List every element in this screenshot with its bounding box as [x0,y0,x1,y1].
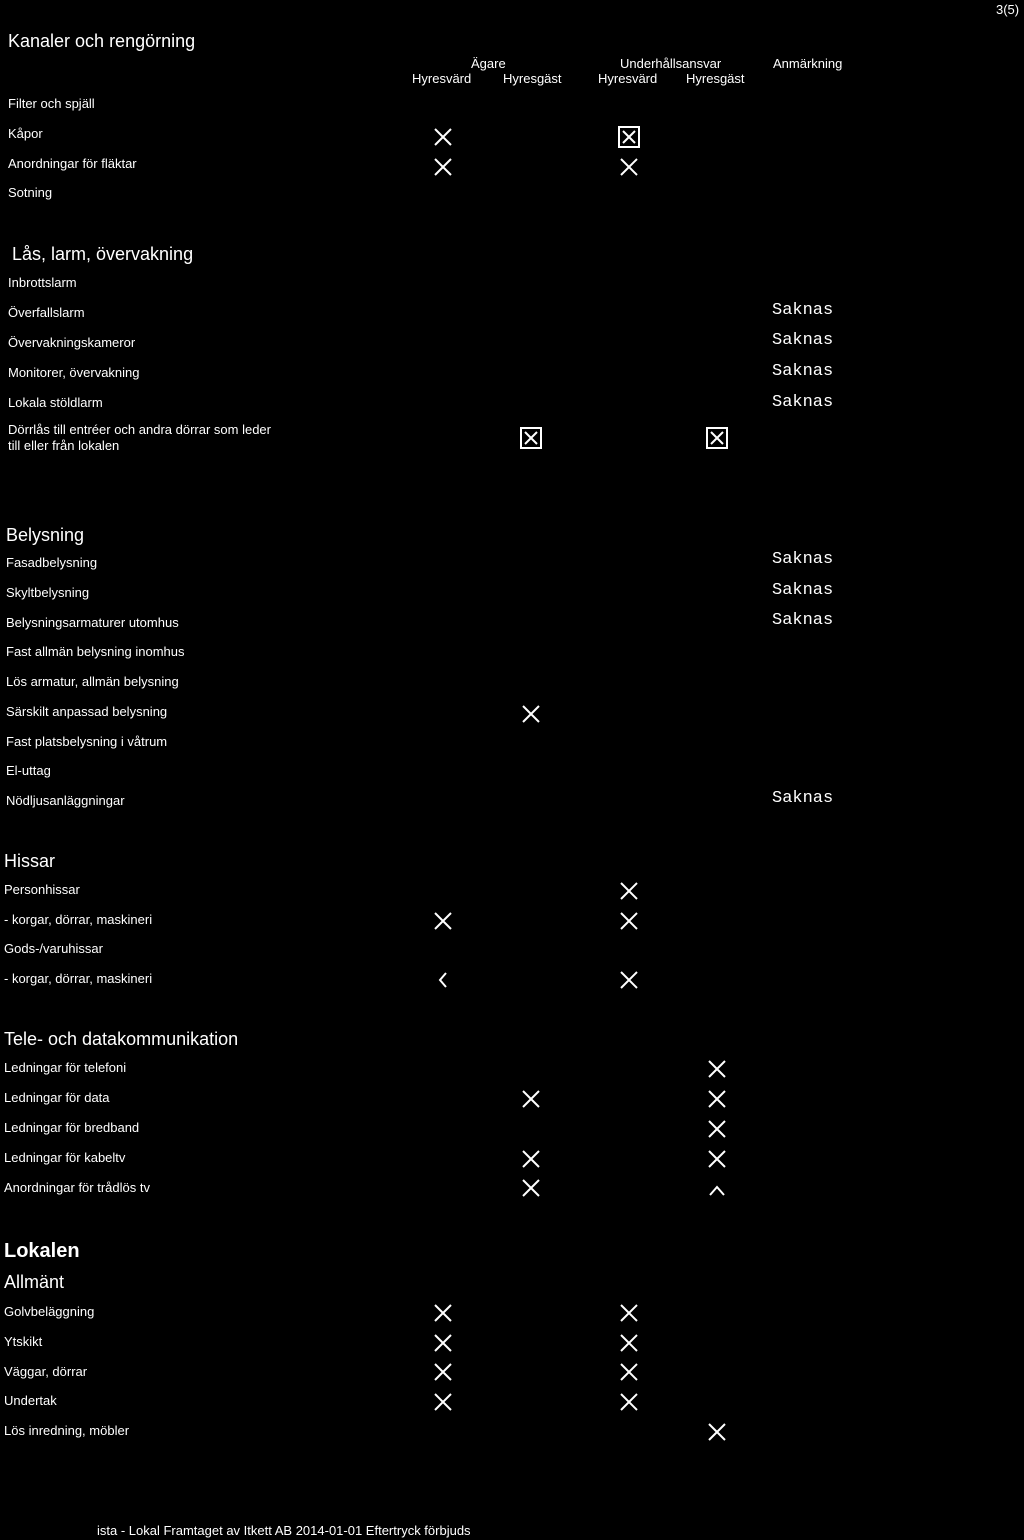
column-header-hyresgast: Hyresgäst [503,71,562,86]
row-label: - korgar, dörrar, maskineri [4,971,153,986]
cross-mark-icon [432,156,454,178]
footer-text: ista - Lokal Framtaget av Itkett AB 2014-01-01 Eftertryck förbjuds [97,1523,471,1538]
cross-mark-icon [618,1302,640,1324]
cross-mark-icon [432,1332,454,1354]
cross-mark-icon [706,1148,728,1170]
cross-mark-icon [432,1302,454,1324]
section-heading-tele-data: Tele- och datakommunikation [4,1029,239,1049]
checked-box-icon [520,427,542,449]
section-heading-lokalen: Lokalen [4,1240,80,1262]
row-label: Monitorer, övervakning [8,365,140,380]
row-label: Sotning [8,185,53,200]
row-label: El-uttag [6,763,51,778]
cross-mark-icon [618,910,640,932]
row-label: Personhissar [4,882,80,897]
cross-mark-icon [706,1088,728,1110]
row-label: Väggar, dörrar [4,1364,88,1379]
remark-saknas: Saknas [772,789,834,808]
remark-saknas: Saknas [772,611,834,630]
row-label: - korgar, dörrar, maskineri [4,912,153,927]
page-number: 3(5) [996,2,1020,17]
section-heading-allmant: Allmänt [4,1272,65,1292]
row-label: Nödljusanläggningar [6,793,125,808]
row-label: Ytskikt [4,1334,43,1349]
row-label: Belysningsarmaturer utomhus [6,615,179,630]
row-label: Lös inredning, möbler [4,1423,130,1438]
remark-saknas: Saknas [772,550,834,569]
row-label: Ledningar för data [4,1090,110,1105]
section-heading-hissar: Hissar [4,851,56,871]
column-header-hyresvard: Hyresvärd [412,71,472,86]
section-heading-kanaler: Kanaler och rengörning [8,31,196,51]
row-label: Golvbeläggning [4,1304,95,1319]
cross-mark-icon [618,1391,640,1413]
row-label: Ledningar för kabeltv [4,1150,126,1165]
row-label: Filter och spjäll [8,96,95,111]
section-heading-las-larm: Lås, larm, övervakning [12,244,194,264]
cross-mark-icon [618,969,640,991]
remark-saknas: Saknas [772,331,834,350]
row-label: Lös armatur, allmän belysning [6,674,179,689]
cross-mark-icon [618,156,640,178]
partial-cross-mark-icon [706,1177,728,1199]
column-header-agare: Ägare [471,56,506,71]
cross-mark-icon [520,1088,542,1110]
remark-saknas: Saknas [772,301,834,320]
cross-mark-icon [520,1177,542,1199]
cross-mark-icon [432,126,454,148]
row-label-continued: till eller från lokalen [8,438,120,453]
row-label: Överfallslarm [8,305,85,320]
cross-mark-icon [432,1391,454,1413]
cross-mark-icon [706,1118,728,1140]
cross-mark-icon [432,1361,454,1383]
column-header-hyresgast: Hyresgäst [686,71,745,86]
cross-mark-icon [618,1332,640,1354]
checked-box-icon [706,427,728,449]
cross-mark-icon [618,880,640,902]
column-header-underhallsansvar: Underhållsansvar [620,56,722,71]
row-label: Ledningar för telefoni [4,1060,127,1075]
row-label: Fast platsbelysning i våtrum [6,734,168,749]
row-label: Anordningar för trådlös tv [4,1180,150,1195]
row-label: Ledningar för bredband [4,1120,140,1135]
row-label: Undertak [4,1393,57,1408]
cross-mark-icon [432,910,454,932]
row-label: Lokala stöldlarm [8,395,103,410]
row-label: Dörrlås till entréer och andra dörrar som leder [8,422,271,437]
cross-mark-icon [706,1421,728,1443]
row-label: Övervakningskameror [8,335,136,350]
row-label: Fasadbelysning [6,555,98,570]
cross-mark-icon [618,1361,640,1383]
row-label: Skyltbelysning [6,585,90,600]
remark-saknas: Saknas [772,581,834,600]
cross-mark-icon [706,1058,728,1080]
row-label: Anordningar för fläktar [8,156,137,171]
column-header-anmarkning: Anmärkning [773,56,843,71]
row-label: Gods-/varuhissar [4,941,103,956]
checked-box-icon [618,126,640,148]
row-label: Särskilt anpassad belysning [6,704,168,719]
row-label: Kåpor [8,126,43,141]
cross-mark-icon [520,1148,542,1170]
column-header-hyresvard: Hyresvärd [598,71,658,86]
remark-saknas: Saknas [772,393,834,412]
cross-mark-icon [520,703,542,725]
row-label: Fast allmän belysning inomhus [6,644,185,659]
section-heading-belysning: Belysning [6,525,85,545]
partial-cross-mark-icon [432,969,454,991]
remark-saknas: Saknas [772,362,834,381]
row-label: Inbrottslarm [8,275,77,290]
